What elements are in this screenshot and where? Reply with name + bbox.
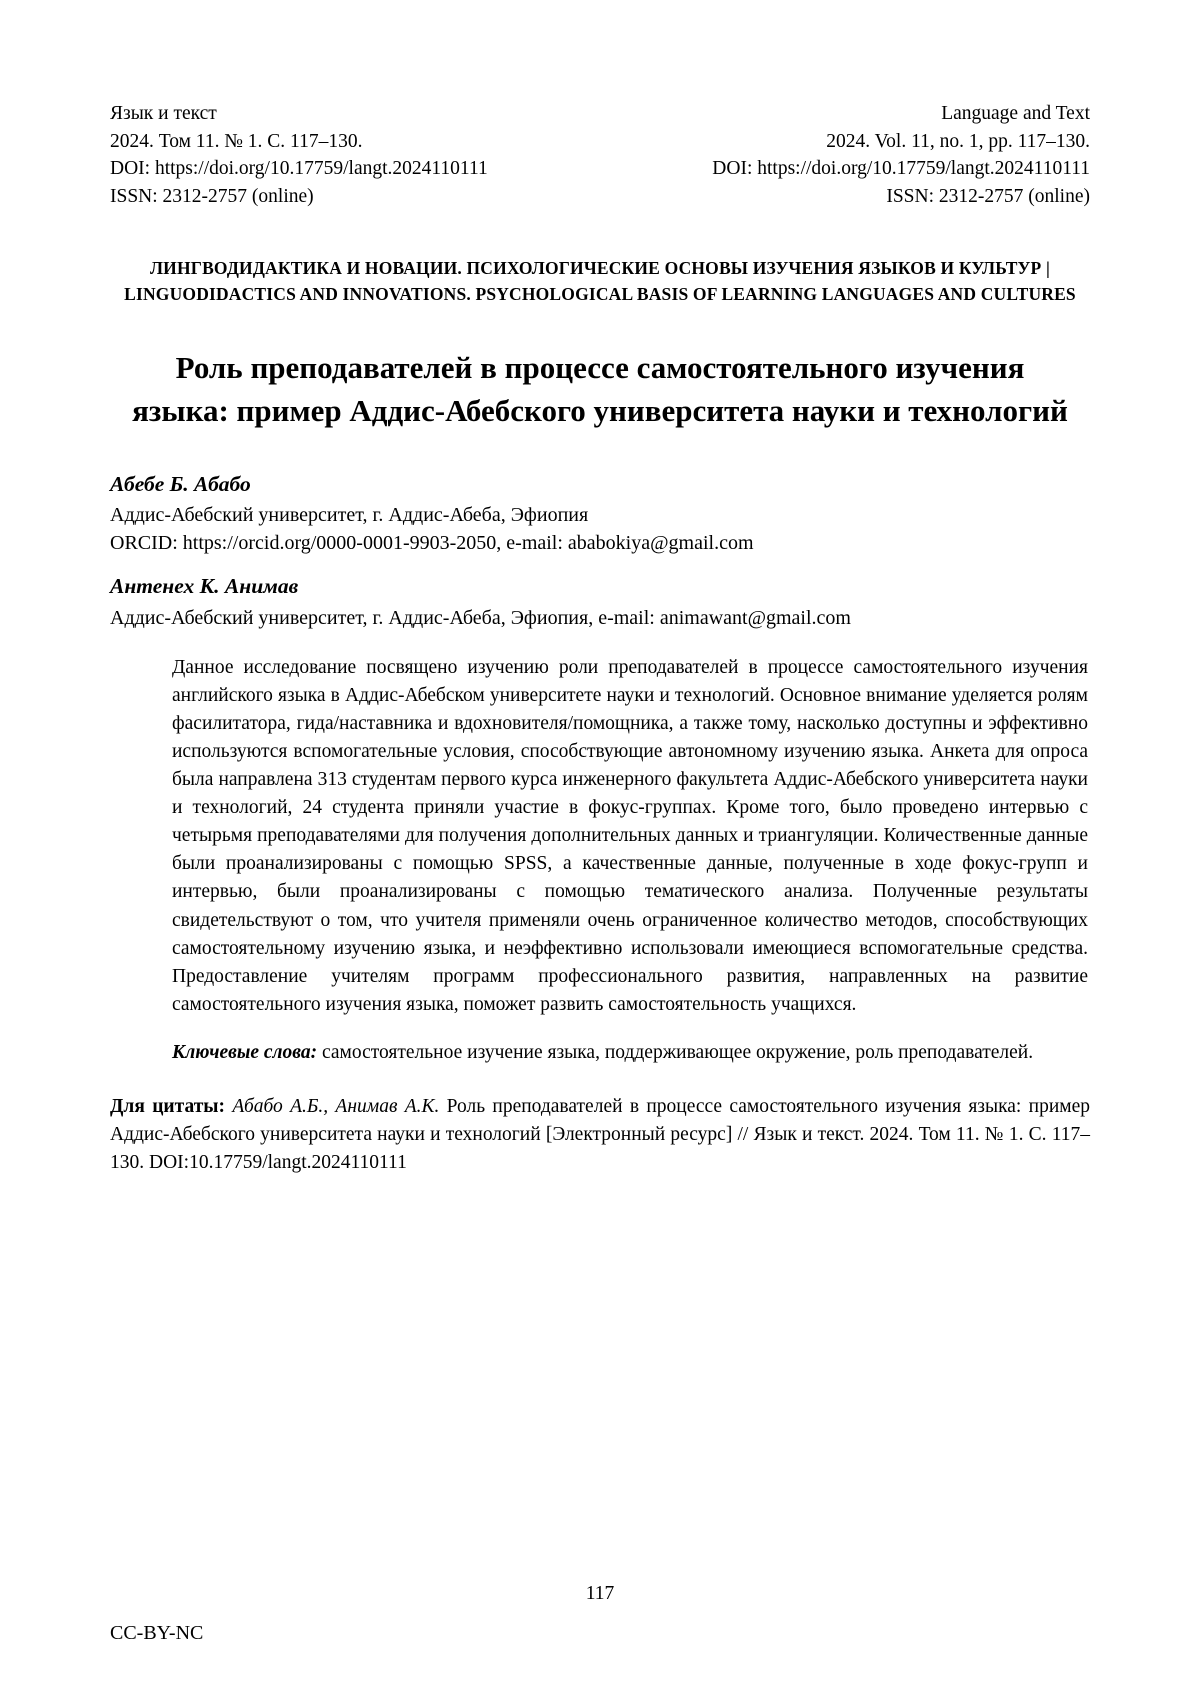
issn-ru: ISSN: 2312-2757 (online) bbox=[110, 186, 314, 208]
issue-info-en: 2024. Vol. 11, no. 1, pp. 117–130. bbox=[826, 130, 1090, 152]
citation-authors: Абабо А.Б., Анимав А.К. bbox=[232, 1095, 440, 1117]
abstract bbox=[172, 654, 1088, 1019]
page-number: 117 bbox=[585, 1583, 615, 1604]
keywords-text: самостоятельное изучение языка, поддерживающее окружение, роль преподавателей. bbox=[321, 1041, 1034, 1063]
author-affiliation-2: Аддис-Абебский университет, г. Аддис-Абеба, Эфиопия, e-mail: animawant@gmail.com bbox=[110, 606, 851, 629]
license-badge: CC-BY-NC bbox=[110, 1622, 204, 1644]
author-name-2: Антенех К. Анимав bbox=[110, 574, 299, 599]
masthead-left bbox=[110, 100, 488, 211]
author-affiliation-1: Аддис-Абебский университет, г. Аддис-Абеба, Эфиопия bbox=[110, 504, 589, 527]
doi-ru[interactable]: DOI: https://doi.org/10.17759/langt.2024110111 bbox=[110, 158, 488, 180]
citation-text: Роль преподавателей в процессе самостоятельного изучения языка: пример Аддис-Абебского университета науки и технологий [Электронный ресурс] // Язык и текст. 2024. Том 11. № 1. С. 117–130. DOI:10.17759/langt.2024110111 bbox=[110, 1095, 1091, 1174]
masthead-right bbox=[712, 100, 1090, 211]
doi-en[interactable]: DOI: https://doi.org/10.17759/langt.2024110111 bbox=[712, 158, 1090, 180]
section-heading: ЛИНГВОДИДАКТИКА И НОВАЦИИ. ПСИХОЛОГИЧЕСКИЕ ОСНОВЫ ИЗУЧЕНИЯ ЯЗЫКОВ И КУЛЬТУР | LINGUODIDACTICS AND INNOVATIONS. PSYCHOLOGICAL BASIS OF LEARNING LANGUAGES AND CULTURES bbox=[124, 257, 1076, 304]
page-title: Роль преподавателей в процессе самостоятельного изучения языка: пример Аддис-Абебского университета науки и технологий bbox=[132, 350, 1068, 429]
journal-title-en: Language and Text bbox=[941, 103, 1090, 124]
journal-title-ru: Язык и текст bbox=[110, 103, 217, 124]
masthead bbox=[110, 100, 1090, 211]
authors-block bbox=[110, 469, 1090, 632]
keywords bbox=[172, 1039, 1088, 1067]
citation-label: Для цитаты: bbox=[110, 1095, 226, 1117]
abstract-text: Данное исследование посвящено изучению роли преподавателей в процессе самостоятельного изучения английского языка в Аддис-Абебском университете науки и технологий. Основное внимание уделяется ролям фасилитатора, гида/наставника и вдохновителя/помощника, а также тому, насколько доступны и эффективно используются вспомогательные условия, способствующие автономному изучению языка. Анкета для опроса была направлена 313 студентам первого курса инженерного факультета Аддис-Абебского университета науки и технологий, 24 студента приняли участие в фокус-группах. Кроме того, было проведено интервью с четырьмя преподавателями для получения дополнительных данных и триангуляции. Количественные данные были проанализированы с помощью SPSS, а качественные данные, полученные в ходе фокус-групп и интервью, были проанализированы с помощью тематического анализа. Полученные результаты свидетельствуют о том, что учителя применяли очень ограниченное количество методов, способствующих самостоятельному изучению языка, и неэффективно использовали имеющиеся вспомогательные средства. Предоставление учителям программ профессионального развития, направленных на развитие самостоятельного изучения языка, поможет развить самостоятельность учащихся. bbox=[172, 656, 1088, 1015]
keywords-label: Ключевые слова: bbox=[172, 1041, 318, 1063]
issn-en: ISSN: 2312-2757 (online) bbox=[886, 186, 1090, 208]
citation bbox=[110, 1093, 1090, 1177]
author-contact-1[interactable]: ORCID: https://orcid.org/0000-0001-9903-2050, e-mail: ababokiya@gmail.com bbox=[110, 532, 754, 555]
author-name-1: Абебе Б. Абабо bbox=[110, 471, 251, 496]
issue-info-ru: 2024. Том 11. № 1. С. 117–130. bbox=[110, 130, 363, 152]
